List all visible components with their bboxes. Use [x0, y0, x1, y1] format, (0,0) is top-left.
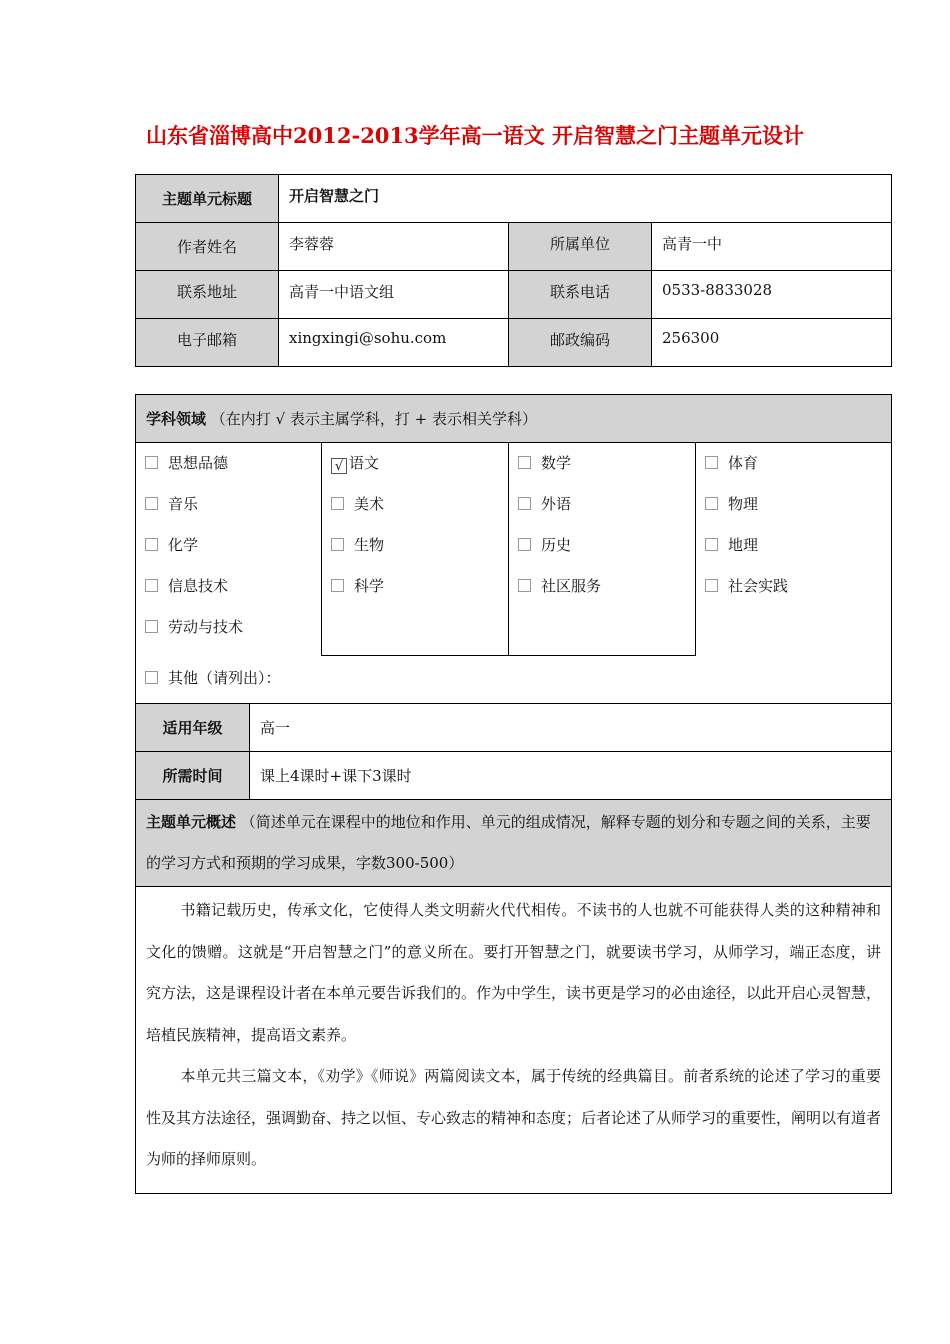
subject-column-3 — [509, 443, 696, 656]
checkbox-icon[interactable] — [705, 579, 718, 592]
unit-label: 所属单位 — [509, 223, 652, 271]
subject-option[interactable] — [696, 443, 891, 484]
checkbox-icon[interactable] — [518, 579, 531, 592]
overview-label: 主题单元概述 — [146, 813, 237, 831]
author-label: 作者姓名 — [136, 223, 279, 271]
checked-checkbox-icon[interactable]: √ — [331, 458, 347, 474]
overview-body — [136, 887, 892, 1194]
subject-option-label: 体育 — [728, 454, 759, 472]
checkbox-icon[interactable] — [145, 620, 158, 633]
subject-column-1 — [136, 443, 322, 656]
subject-option[interactable] — [696, 484, 891, 525]
subject-option-label: 物理 — [728, 495, 759, 513]
subject-option-label: 思想品德 — [168, 454, 229, 472]
checkbox-icon[interactable] — [705, 456, 718, 469]
subject-option-label: 劳动与技术 — [168, 618, 244, 636]
checkbox-icon[interactable] — [518, 497, 531, 510]
checkbox-icon[interactable] — [145, 538, 158, 551]
subject-option-label: 社会实践 — [728, 577, 789, 595]
subject-header-label: 学科领域 — [146, 410, 207, 428]
subject-option[interactable] — [322, 443, 508, 484]
subject-option-label: 化学 — [168, 536, 199, 554]
overview-paragraph-1: 书籍记载历史，传承文化，它使得人类文明薪火代代相传。不读书的人也就不可能获得人类的这种精神和文化的馈赠。这就是“开启智慧之门”的意义所在。要打开智慧之门，就要读书学习，从师学习，端正态度，讲究方法，这是课程设计者在本单元要告诉我们的。作为中学生，读书更是学习的必由途径，以此开启心灵智慧，培植民族精神，提高语文素养。 — [146, 901, 882, 1044]
phone-value: 0533-8833028 — [652, 271, 892, 319]
address-value: 高青一中语文组 — [279, 271, 509, 319]
checkbox-icon[interactable] — [705, 497, 718, 510]
zip-label: 邮政编码 — [509, 319, 652, 367]
time-label: 所需时间 — [136, 752, 250, 800]
checkbox-icon[interactable] — [145, 497, 158, 510]
overview-header — [136, 800, 892, 887]
subject-option[interactable] — [696, 525, 891, 566]
subject-option-label: 地理 — [728, 536, 759, 554]
checkbox-icon[interactable] — [145, 579, 158, 592]
unit-value: 高青一中 — [652, 223, 892, 271]
overview-note: （简述单元在课程中的地位和作用、单元的组成情况，解释专题的划分和专题之间的关系，主要的学习方式和预期的学习成果，字数300-500） — [146, 813, 871, 872]
subject-table — [135, 394, 892, 1194]
subject-option[interactable] — [509, 484, 695, 525]
zip-value: 256300 — [652, 319, 892, 367]
subject-option[interactable] — [136, 484, 321, 525]
checkbox-icon[interactable] — [331, 497, 344, 510]
subject-option[interactable] — [322, 525, 508, 566]
time-value: 课上4课时+课下3课时 — [250, 752, 892, 800]
subject-option[interactable] — [509, 566, 695, 607]
checkbox-icon[interactable] — [518, 456, 531, 469]
subject-option[interactable] — [136, 443, 321, 484]
email-value: xingxingi@sohu.com — [279, 319, 509, 367]
grade-label: 适用年级 — [136, 704, 250, 752]
checkbox-icon[interactable] — [705, 538, 718, 551]
subject-option-label: 外语 — [541, 495, 572, 513]
address-label: 联系地址 — [136, 271, 279, 319]
theme-value: 开启智慧之门 — [279, 175, 892, 223]
subject-header-note: （在内打 √ 表示主属学科，打 + 表示相关学科） — [210, 410, 537, 428]
subject-column-4 — [696, 443, 892, 656]
checkbox-icon[interactable] — [518, 538, 531, 551]
author-value: 李蓉蓉 — [279, 223, 509, 271]
subject-option-label: 信息技术 — [168, 577, 229, 595]
email-label: 电子邮箱 — [136, 319, 279, 367]
grade-value: 高一 — [250, 704, 892, 752]
subject-option-label: 语文 — [349, 454, 380, 472]
subject-header — [136, 395, 892, 443]
checkbox-icon[interactable] — [331, 538, 344, 551]
subject-option[interactable] — [136, 607, 321, 648]
subject-option-label: 历史 — [541, 536, 572, 554]
subject-option[interactable] — [509, 443, 695, 484]
theme-label: 主题单元标题 — [136, 175, 279, 223]
subject-option[interactable] — [136, 525, 321, 566]
subject-option-label: 音乐 — [168, 495, 199, 513]
subject-column-2 — [322, 443, 509, 656]
subject-option[interactable] — [322, 566, 508, 607]
subject-other-label: 其他（请列出）： — [168, 669, 281, 687]
document-title: 山东省淄博高中2012-2013学年高一语文 开启智慧之门主题单元设计 — [146, 123, 804, 148]
subject-option[interactable] — [696, 566, 891, 607]
overview-paragraph-2: 本单元共三篇文本，《劝学》《师说》两篇阅读文本，属于传统的经典篇目。前者系统的论述了学习的重要性及其方法途径，强调勤奋、持之以恒、专心致志的精神和态度；后者论述了从师学习的重要性，阐明以有道者为师的择师原则。 — [146, 1067, 882, 1168]
subject-other[interactable] — [145, 658, 881, 699]
subject-option[interactable] — [322, 484, 508, 525]
checkbox-icon[interactable] — [145, 456, 158, 469]
subject-option-label: 数学 — [541, 454, 572, 472]
checkbox-icon[interactable] — [331, 579, 344, 592]
subject-option-label: 生物 — [354, 536, 385, 554]
subject-option[interactable] — [509, 525, 695, 566]
subject-option-label: 美术 — [354, 495, 385, 513]
subject-option-label: 社区服务 — [541, 577, 602, 595]
subject-other-row — [136, 656, 892, 704]
subject-option[interactable] — [136, 566, 321, 607]
author-info-table — [135, 174, 892, 367]
subject-option-label: 科学 — [354, 577, 385, 595]
checkbox-icon[interactable] — [145, 671, 158, 684]
phone-label: 联系电话 — [509, 271, 652, 319]
